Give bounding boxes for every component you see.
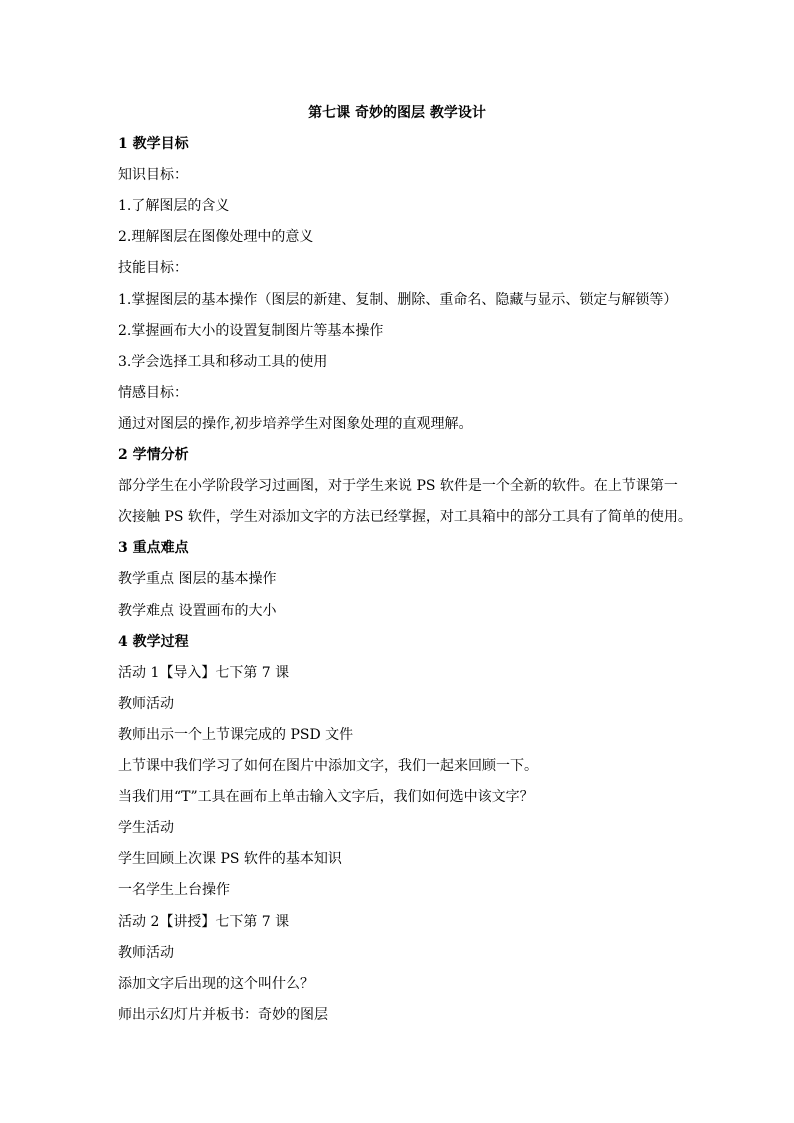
body-text-line: 添加文字后出现的这个叫什么？ (118, 976, 314, 992)
body-text-line: 3.学会选择工具和移动工具的使用 (118, 354, 328, 370)
body-text-line: 1.了解图层的含义 (118, 198, 230, 214)
body-text-line: 教师活动 (118, 696, 174, 712)
document-title: 第七课 奇妙的图层 教学设计 (308, 105, 486, 121)
body-text-line: 一名学生上台操作 (118, 882, 230, 898)
body-text-line: 2.理解图层在图像处理中的意义 (118, 229, 314, 245)
body-text-line: 师出示幻灯片并板书：奇妙的图层 (118, 1007, 328, 1023)
body-text-line: 上节课中我们学习了如何在图片中添加文字，我们一起来回顾一下。 (118, 758, 538, 774)
body-text-line: 技能目标： (118, 260, 188, 276)
body-text-line: 教学难点 设置画布的大小 (118, 603, 277, 619)
body-text-line: 2.掌握画布大小的设置复制图片等基本操作 (118, 323, 384, 339)
section-heading: 1 教学目标 (118, 136, 189, 152)
body-text-line: 情感目标： (118, 385, 188, 401)
body-text-line: 次接触 PS 软件，学生对添加文字的方法已经掌握，对工具箱中的部分工具有了简单的使用。 (118, 509, 692, 525)
body-text-line: 当我们用“T”工具在画布上单击输入文字后，我们如何选中该文字？ (118, 789, 534, 805)
body-text-line: 学生活动 (118, 820, 174, 836)
body-text-line: 部分学生在小学阶段学习过画图，对于学生来说 PS 软件是一个全新的软件。在上节课第一 (118, 478, 678, 494)
section-heading: 3 重点难点 (118, 540, 189, 556)
body-text-line: 学生回顾上次课 PS 软件的基本知识 (118, 851, 342, 867)
body-text-line: 教学重点 图层的基本操作 (118, 571, 277, 587)
body-text-line: 活动 1【导入】七下第 7 课 (118, 665, 290, 681)
body-text-line: 1.掌握图层的基本操作（图层的新建、复制、删除、重命名、隐藏与显示、锁定与解锁等） (118, 292, 678, 308)
body-text-line: 知识目标： (118, 167, 188, 183)
body-text-line: 活动 2【讲授】七下第 7 课 (118, 914, 290, 930)
section-heading: 2 学情分析 (118, 447, 189, 463)
body-text-line: 通过对图层的操作,初步培养学生对图象处理的直观理解。 (118, 416, 473, 432)
section-heading: 4 教学过程 (118, 634, 189, 650)
body-text-line: 教师出示一个上节课完成的 PSD 文件 (118, 727, 354, 743)
body-text-line: 教师活动 (118, 945, 174, 961)
